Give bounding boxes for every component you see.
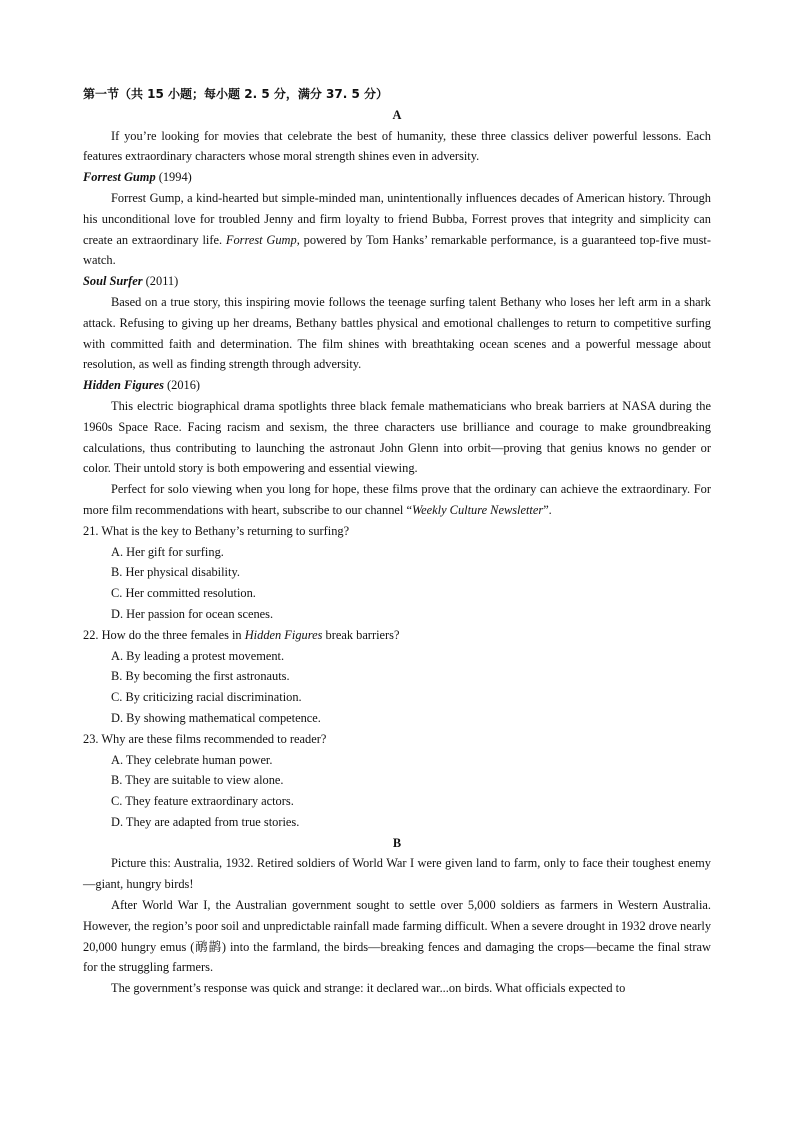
question-stem [83, 625, 711, 646]
question-text: 23. Why are these films recommended to reader? [83, 731, 327, 746]
film-description [83, 188, 711, 271]
answer-option: B. By becoming the first astronauts. [111, 669, 290, 684]
film-heading [83, 271, 711, 292]
passage-b-paragraph: Picture this: Australia, 1932. Retired soldiers of World War I were given land to farm, only to face their toughest enemy—giant, hungry birds! [83, 856, 711, 892]
film-title: Forrest Gump [83, 170, 156, 185]
answer-option: B. Her physical disability. [111, 565, 240, 580]
passage-a-label: A [392, 107, 402, 122]
film-year: (2011) [142, 274, 179, 289]
question-text: 22. How do the three females in [83, 627, 245, 642]
question-text: 21. What is the key to Bethany’s returning to surfing? [83, 523, 350, 538]
passage-b-label: B [392, 835, 402, 850]
film-heading [83, 375, 711, 396]
film-year: (1994) [155, 170, 192, 185]
question-stem [83, 729, 711, 750]
answer-option: A. Her gift for surfing. [111, 544, 224, 559]
film-desc-text-after: , powered by Tom Hanks’ remarkable performance, is a guaranteed top-five must-watch. [83, 232, 711, 268]
question-stem [83, 521, 711, 542]
section-title: 第一节（共 15 小题；每小题 2. 5 分，满分 37. 5 分） [83, 87, 388, 101]
answer-option: C. Her committed resolution. [111, 586, 256, 601]
answer-option: D. They are adapted from true stories. [111, 814, 300, 829]
film-description: Based on a true story, this inspiring movie follows the teenage surfing talent Bethany who loses her left arm in a shark attack. Refusing to giving up her dreams, Bethany battles physical and emotional challenges to return to competitive surfing with committed faith and determination. The film shines with breathtaking ocean scenes and a powerful message about resolution, as well as finding strength through adversity. [83, 294, 711, 372]
answer-option: B. They are suitable to view alone. [111, 773, 284, 788]
exam-page [83, 84, 711, 999]
closing-text-after: ”. [543, 502, 552, 517]
answer-option: D. By showing mathematical competence. [111, 710, 321, 725]
film-desc-text: Forrest Gump, a kind-hearted but simple-minded man, unintentionally influences decades of American history. Through his unconditional love for troubled Jenny and firm loyalty to friend Bubba, Forrest proves that integrity and simplicity can create an extraordinary life. [83, 190, 711, 247]
passage-b-paragraph: After World War I, the Australian government sought to settle over 5,000 soldiers as farmers in Western Australia. However, the region’s poor soil and unpredictable rainfall made farming difficult. When a severe drought in 1932 drove nearly 20,000 hungry emus (鸸鹋) into the farmland, the birds—breaking fences and damaging the crops—became the final straw for the struggling farmers. [83, 898, 712, 975]
question-text-after: break barriers? [322, 627, 400, 642]
film-title: Soul Surfer [83, 274, 143, 289]
answer-option: D. Her passion for ocean scenes. [111, 606, 274, 621]
question-italic: Hidden Figures [244, 627, 323, 642]
film-year: (2016) [163, 378, 201, 393]
answer-option: A. By leading a protest movement. [111, 648, 285, 663]
film-desc-italic: Forrest Gump [225, 232, 297, 247]
passage-a-intro: If you’re looking for movies that celebrate the best of humanity, these three classics deliver powerful lessons. Each features extraordinary characters whose moral strength shines even in adversity. [83, 128, 711, 164]
newsletter-name: Weekly Culture Newsletter [411, 502, 544, 517]
passage-b-paragraph: The government’s response was quick and strange: it declared war...on birds. What officials expected to [111, 981, 626, 996]
film-description: This electric biographical drama spotlights three black female mathematicians who break barriers at NASA during the 1960s Space Race. Facing racism and sexism, the three characters use brilliance and courage to make groundbreaking calculations, thus contributing to launching the astronaut John Glenn into orbit—proving that genius knows no gender or color. Their untold story is both empowering and essential viewing. [83, 398, 711, 476]
answer-option: C. By criticizing racial discrimination. [111, 690, 302, 705]
answer-option: A. They celebrate human power. [111, 752, 273, 767]
answer-option: C. They feature extraordinary actors. [111, 794, 294, 809]
film-heading [83, 167, 711, 188]
passage-a-closing [83, 479, 711, 521]
closing-text: Perfect for solo viewing when you long for hope, these films prove that the ordinary can achieve the extraordinary. For more film recommendations with heart, subscribe to our channel “ [83, 482, 711, 517]
film-title: Hidden Figures [83, 378, 164, 393]
